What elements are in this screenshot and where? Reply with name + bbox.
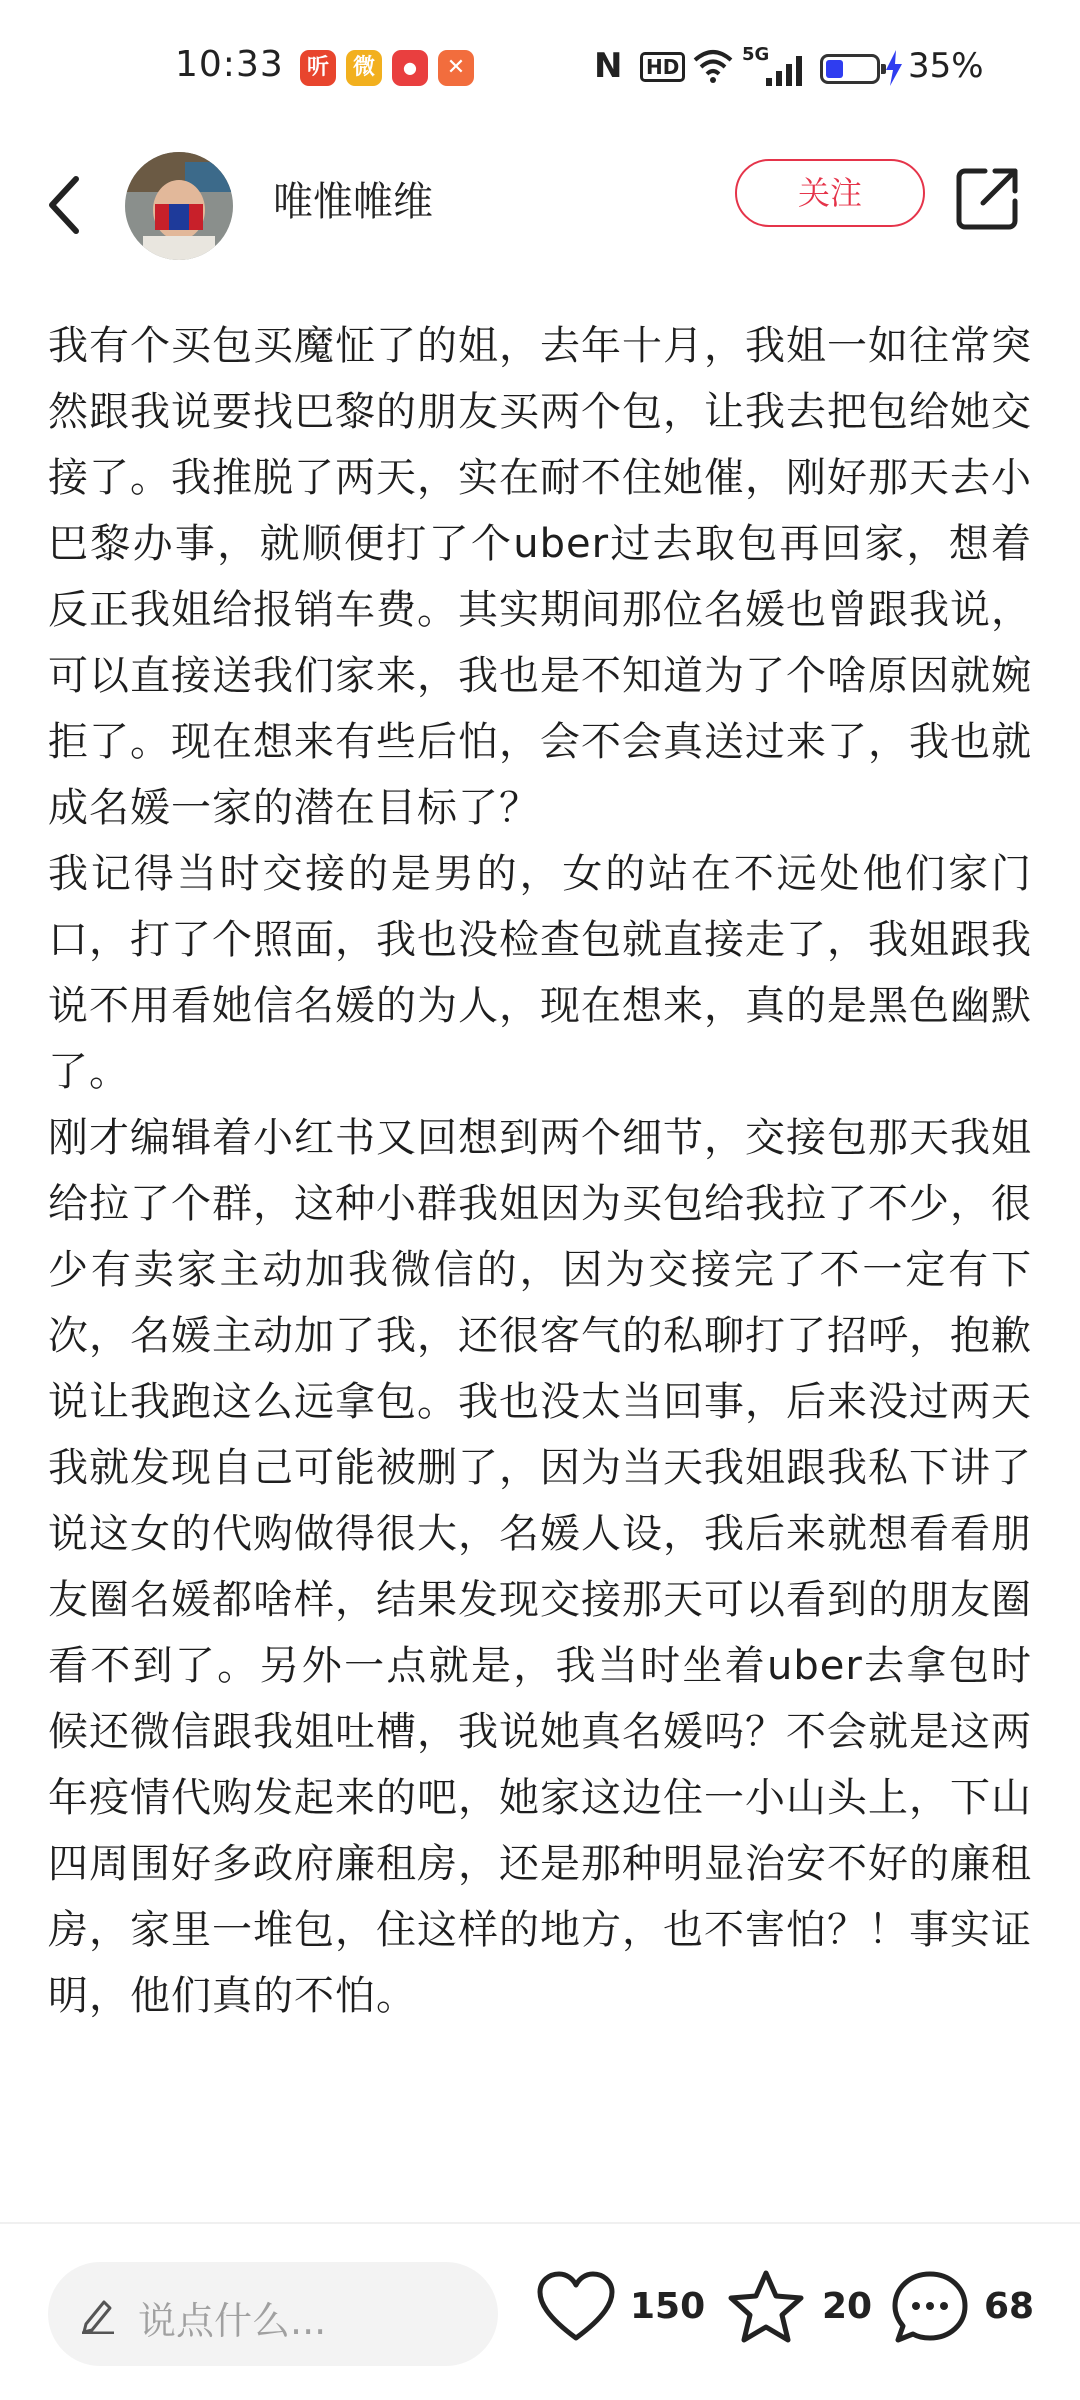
sports-app-icon: ✕ (438, 50, 474, 86)
post-body (48, 313, 1032, 2029)
comment-count: 68 (984, 2286, 1035, 2327)
favorite-button[interactable] (726, 2268, 873, 2358)
charging-icon (884, 50, 904, 86)
author-name[interactable]: 唯惟帷维 (273, 179, 433, 225)
favorite-count: 20 (822, 2286, 873, 2327)
post-header (0, 135, 1080, 275)
back-button[interactable] (36, 165, 96, 245)
comment-button[interactable] (890, 2268, 1040, 2358)
paragraph: 我有个买包买魔怔了的姐，去年十月，我姐一如往常突然跟我说要找巴黎的朋友买两个包，让我去把包给她交接了。我推脱了两天，实在耐不住她催，刚好那天去小巴黎办事，就顺便打了个uber过去取包再回家，想着反正我姐给报销车费。其实期间那位名媛也曾跟我说，可以直接送我们家来，我也是不知道为了个啥原因就婉拒了。现在想来有些后怕，会不会真送过来了，我也就成名媛一家的潜在目标了？ (48, 323, 1032, 831)
avatar-image (125, 152, 233, 260)
battery-icon (820, 54, 880, 84)
like-count: 150 (630, 2286, 706, 2327)
pen-icon (78, 2294, 118, 2334)
comment-placeholder: 说点什么... (138, 2299, 327, 2343)
bottom-action-bar (0, 2224, 1080, 2400)
comment-bubble-icon (890, 2268, 970, 2348)
heart-icon (536, 2268, 616, 2348)
map-app-icon: ● (392, 50, 428, 86)
paragraph: 我记得当时交接的是男的，女的站在不远处他们家门口，打了个照面，我也没检查包就直接走了，我姐跟我说不用看她信名媛的为人，现在想来，真的是黑色幽默了。 (48, 851, 1032, 1095)
signal-icon (766, 56, 806, 86)
like-button[interactable] (536, 2268, 716, 2358)
battery-fill (826, 60, 843, 78)
share-button[interactable] (955, 165, 1021, 231)
author-avatar[interactable] (125, 152, 233, 260)
wifi-icon (692, 48, 734, 84)
weibo-app-icon: 微 (346, 50, 382, 86)
paragraph: 刚才编辑着小红书又回想到两个细节，交接包那天我姐给拉了个群，这种小群我姐因为买包给我拉了不少，很少有卖家主动加我微信的，因为交接完了不一定有下次，名媛主动加了我，还很客气的私聊打了招呼，抱歉说让我跑这么远拿包。我也没太当回事，后来没过两天我就发现自己可能被删了，因为当天我姐跟我私下讲了说这女的代购做得很大，名媛人设，我后来就想看看朋友圈名媛都啥样，结果发现交接那天可以看到的朋友圈看不到了。另外一点就是，我当时坐着uber去拿包时候还微信跟我姐吐槽，我说她真名媛吗？不会就是这两年疫情代购发起来的吧，她家这边住一小山头上，下山四周围好多政府廉租房，还是那种明显治安不好的廉租房，家里一堆包，住这样的地方，也不害怕？！事实证明，他们真的不怕。 (48, 1115, 1032, 2019)
post-content (0, 275, 1080, 2215)
comment-input[interactable] (48, 2262, 498, 2366)
nfc-icon: N (594, 46, 623, 86)
star-icon (726, 2268, 806, 2348)
battery-percent: 35% (908, 46, 984, 86)
follow-button[interactable]: 关注 (735, 159, 925, 227)
status-time: 10:33 (175, 44, 284, 85)
listen-app-icon: 听 (300, 50, 336, 86)
status-bar (0, 0, 1080, 135)
hd-icon: HD (640, 52, 685, 82)
network-type: 5G (742, 44, 770, 65)
